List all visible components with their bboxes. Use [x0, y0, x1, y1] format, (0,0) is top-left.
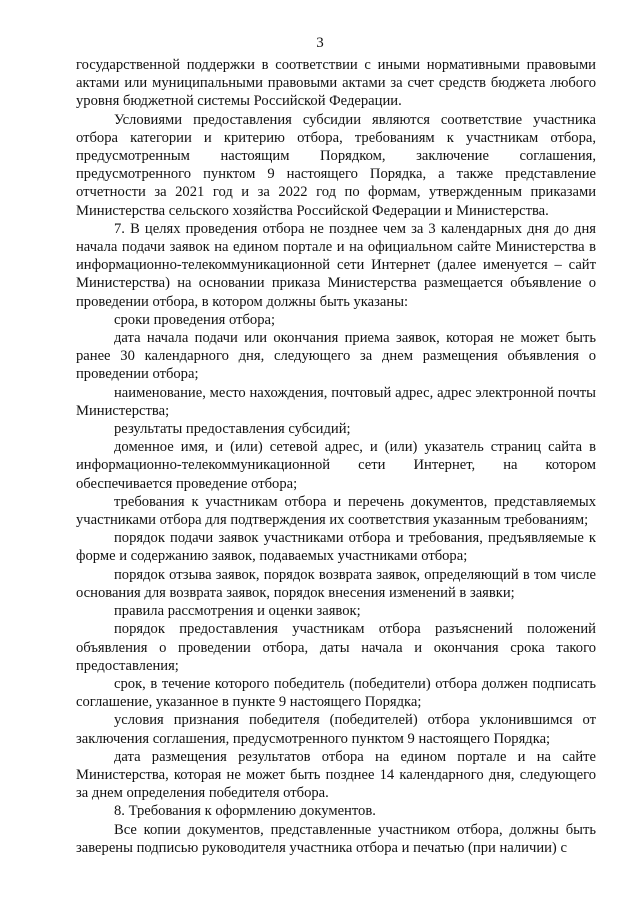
- paragraph: Все копии документов, представленные участником отбора, должны быть заверены подписью руководителя участника отбора и печатью (при наличии) с: [76, 821, 596, 856]
- list-item: порядок предоставления участникам отбора разъяснений положений объявления о проведении отбора, даты начала и окончания срока такого предоставления;: [76, 621, 596, 674]
- paragraph: 7. В целях проведения отбора не позднее чем за 3 календарных дня до дня начала подачи заявок на едином портале и на официальном сайте Министерства в информационно-телекоммуникационной сети Интернет (далее именуется – сайт Министерства) на основании приказа Министерства размещается объявление о проведении отбора, в котором должны быть указаны:: [76, 220, 596, 310]
- list-item: условия признания победителя (победителей) отбора уклонившимся от заключения соглашения, предусмотренного пунктом 9 настоящего Порядка;: [76, 712, 596, 747]
- list-item: дата размещения результатов отбора на едином портале и на сайте Министерства, которая не может быть позднее 14 календарного дня, следующего за днем определения победителя отбора.: [76, 748, 596, 802]
- list-item: срок, в течение которого победитель (победители) отбора должен подписать соглашение, указанное в пункте 9 настоящего Порядка;: [76, 675, 596, 711]
- list-item: правила рассмотрения и оценки заявок;: [114, 603, 361, 620]
- list-item: порядок подачи заявок участниками отбора и требования, предъявляемые к форме и содержанию заявок, подаваемых участниками отбора;: [76, 530, 596, 565]
- section-heading: 8. Требования к оформлению документов.: [114, 803, 376, 820]
- list-item: доменное имя, и (или) сетевой адрес, и (или) указатель страниц сайта в информационно-телекоммуникационной сети Интернет, на котором обеспечивается проведение отбора;: [76, 439, 596, 492]
- list-item: дата начала подачи или окончания приема заявок, которая не может быть ранее 30 календарного дня, следующего за днем размещения объявления о проведении отбора;: [76, 330, 596, 383]
- list-item: сроки проведения отбора;: [114, 311, 276, 328]
- paragraph: государственной поддержки в соответствии с иными нормативными правовыми актами или муниципальными правовыми актами за счет средств бюджета любого уровня бюджетной системы Российской Федерации.: [76, 57, 596, 110]
- list-item: результаты предоставления субсидий;: [114, 421, 351, 438]
- paragraph: Условиями предоставления субсидии являются соответствие участника отбора категории и критерию отбора, требованиям к участникам отбора, предусмотренным настоящим Порядком, заключение соглашения, предусмотренного пунктом 9 настоящего Порядка, а также представление отчетности за 2021 год и за 2022 год по формам, утвержденным приказами Министерства сельского хозяйства Российской Федерации и Министерства.: [76, 111, 596, 219]
- page-number: 3: [316, 35, 324, 51]
- document-body: [76, 56, 596, 857]
- list-item: требования к участникам отбора и перечень документов, представляемых участниками отбора для подтверждения их соответствия указанным требованиям;: [76, 493, 596, 529]
- list-item: порядок отзыва заявок, порядок возврата заявок, определяющий в том числе основания для возврата заявок, порядок внесения изменений в заявки;: [76, 566, 596, 601]
- list-item: наименование, место нахождения, почтовый адрес, адрес электронной почты Министерства;: [76, 384, 596, 419]
